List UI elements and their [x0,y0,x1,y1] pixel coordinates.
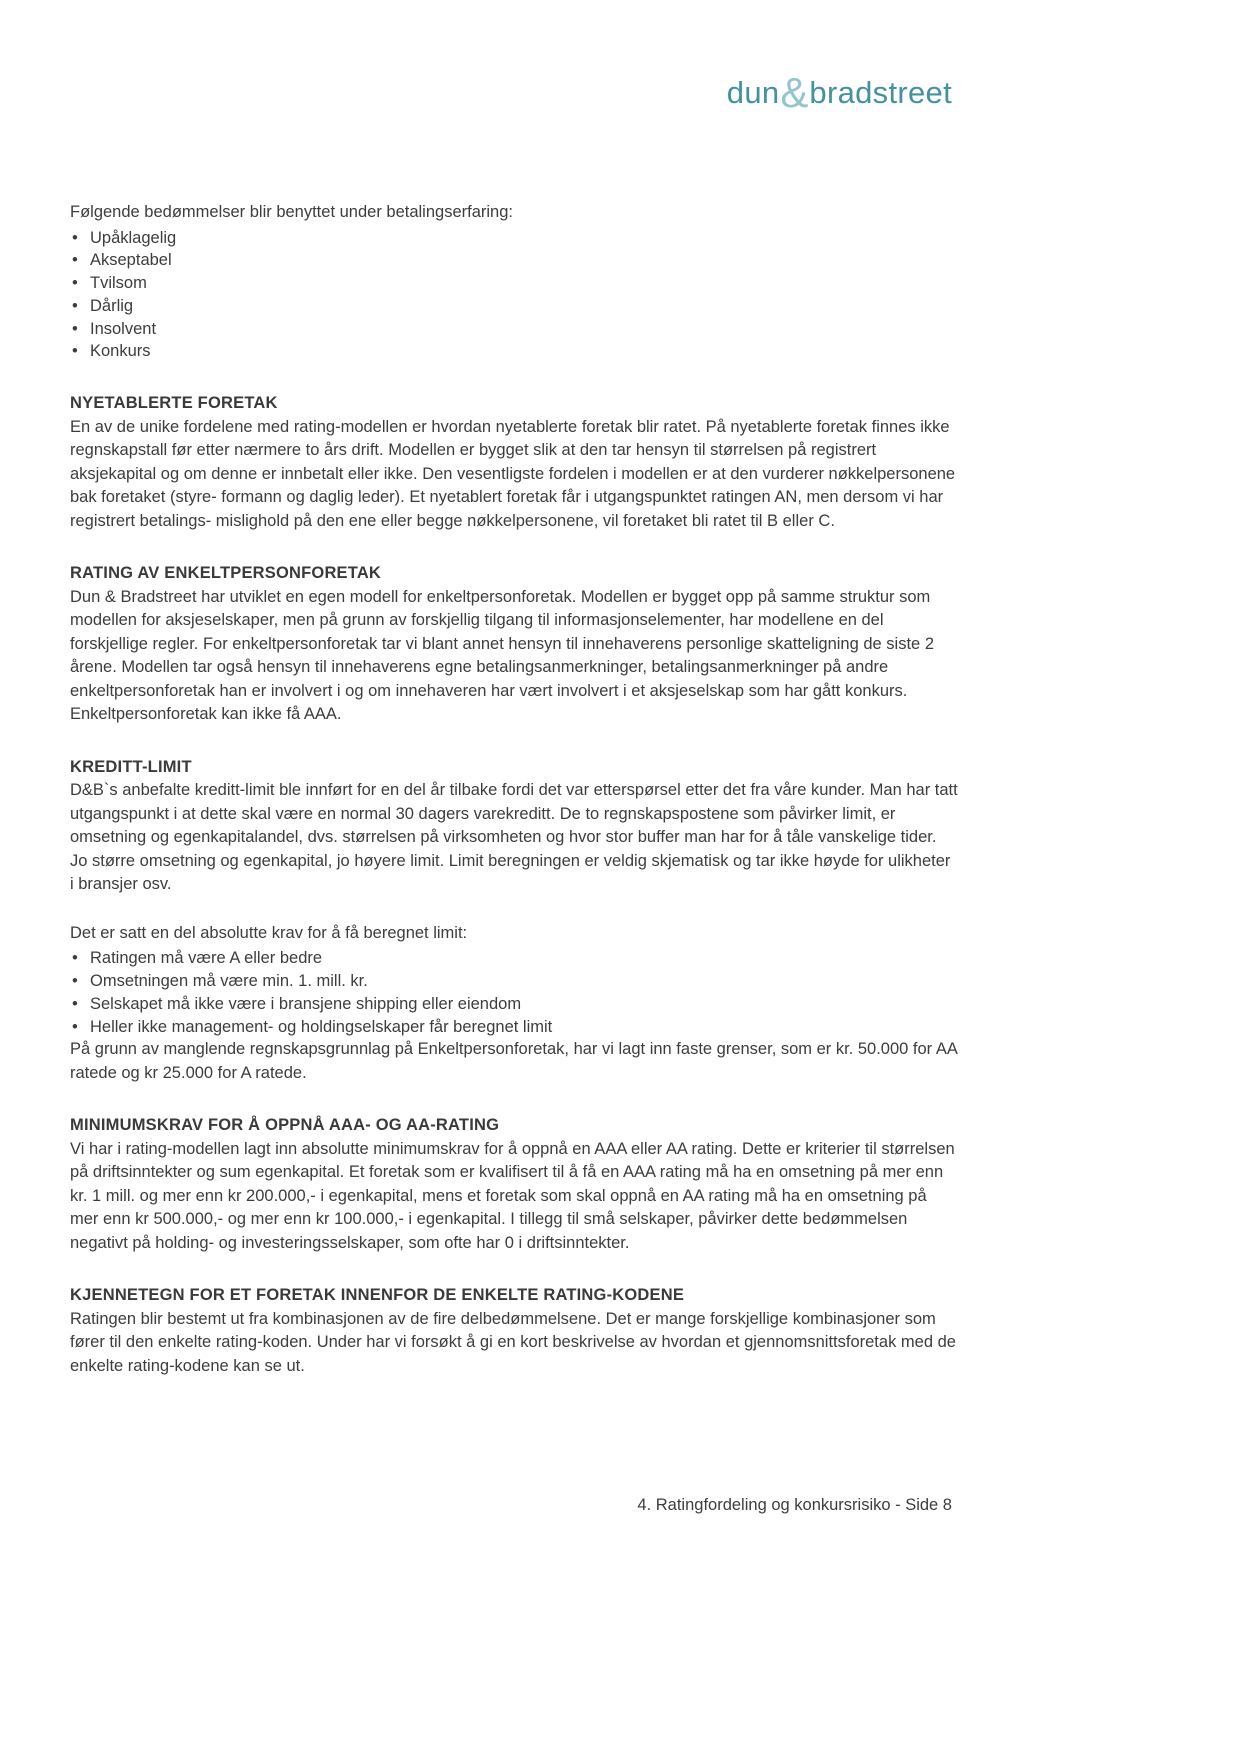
list-item: • Akseptabel [71,249,958,272]
section-paragraph: Vi har i rating-modellen lagt inn absolutte minimumskrav for å oppnå en AAA eller AA rating. Dette er kriterier til størrelsen på driftsinntekter og sum egenkapital. Et foretak som er kvalifisert til å få en AAA rating må ha en omsetning på mer enn kr. 1 mill. og mer enn kr 200.000,- i egenkapital, mens et foretak som skal oppnå en AA rating må ha en omsetning på mer enn kr 500.000,- og mer enn kr 100.000,- i egenkapital. I tillegg til små selskaper, påvirker dette bedømmelsen negativt på holding- og investeringsselskaper, som ofte har 0 i driftsinntekter. [70,1139,955,1252]
document-body [70,201,958,1378]
section-heading: MINIMUMSKRAV FOR Å OPPNÅ AAA- OG AA-RATING [70,1116,500,1135]
section-nyetablerte-foretak [70,392,958,533]
section-paragraph: En av de unike fordelene med rating-modellen er hvordan nyetablerte foretak blir ratet. På nyetablerte foretak finnes ikke regnskapstall før etter nærmere to års drift. Modellen er bygget slik at den tar hensyn til størrelsen på registrert aksjekapital og om denne er innbetalt eller ikke. Den vesentligste fordelen i modellen er at den vurderer nøkkelpersonene bak foretaket (styre- formann og daglig leder). Et nyetablert foretak får i utgangspunktet ratingen AN, men dersom vi har registrert betalings- mislighold på den ene eller begge nøkkelpersonene, vil foretaket bli ratet til B eller C. [70,417,956,530]
list-item: • Selskapet må ikke være i bransjene shipping eller eiendom [71,993,958,1016]
section-minimumskrav [70,1114,958,1255]
section-kreditt-limit [70,756,958,1086]
logo-word-bradstreet: bradstreet [809,75,952,110]
list-item: • Heller ikke management- og holdingselskaper får beregnet limit [71,1016,958,1039]
logo-ampersand-icon: & [780,69,809,116]
section-heading: RATING AV ENKELTPERSONFORETAK [70,564,382,583]
section-heading: KJENNETEGN FOR ET FORETAK INNENFOR DE ENKELTE RATING-KODENE [70,1286,685,1305]
list-item: • Insolvent [71,318,958,341]
section-kjennetegn [70,1284,958,1378]
section-paragraph: Dun & Bradstreet har utviklet en egen modell for enkeltpersonforetak. Modellen er bygget opp på samme struktur som modellen for aksjeselskaper, men på grunn av forskjellig tilgang til informasjonselementer, har modellene en del forskjellige regler. For enkeltpersonforetak tar vi blant annet hensyn til innehaverens personlige skatteligning de siste 2 årene. Modellen tar også hensyn til innehaverens egne betalingsanmerkninger, betalingsanmerkninger på andre enkeltpersonforetak han er involvert i og om innehaveren har vært involvert i et aksjeselskap som har gått konkurs. Enkeltpersonforetak kan ikke få AAA. [70,587,934,724]
list-intro: Det er satt en del absolutte krav for å få beregnet limit: [70,923,468,942]
list-item: • Konkurs [71,340,958,363]
section-heading: NYETABLERTE FORETAK [70,394,278,413]
list-item: • Ratingen må være A eller bedre [71,947,958,970]
intro-lead: Følgende bedømmelser blir benyttet under betalingserfaring: [70,203,513,221]
section-heading: KREDITT-LIMIT [70,757,192,776]
section-paragraph: På grunn av manglende regnskapsgrunnlag på Enkeltpersonforetak, har vi lagt inn faste grenser, som er kr. 50.000 for AA ratede og kr 25.000 for A ratede. [70,1040,957,1082]
limit-requirements-list [71,947,958,1038]
list-item: • Dårlig [71,295,958,318]
section-paragraph: Ratingen blir bestemt ut fra kombinasjonen av de fire delbedømmelsene. Det er mange forskjellige kombinasjoner som fører til den enkelte rating-koden. Under har vi forsøkt å gi en kort beskrivelse av hvordan et gjennomsnittsforetak med de enkelte rating-kodene kan se ut. [70,1309,956,1375]
limit-requirements-block [70,922,958,1039]
section-rating-enkeltpersonforetak [70,562,958,727]
logo-word-dun: dun [726,75,780,110]
payment-experience-list [71,227,958,364]
section-paragraph: D&B`s anbefalte kreditt-limit ble innført for en del år tilbake fordi det var etterspørsel etter det fra våre kunder. Man har tatt utgangspunkt i at dette skal være en normal 30 dagers varekreditt. De to regnskapspostene som påvirker limit, er omsetning og egenkapitalandel, dvs. størrelsen på virksomheten og hvor stor buffer man har for å tåle vanskelige tider. Jo større omsetning og egenkapital, jo høyere limit. Limit beregningen er veldig skjematisk og tar ikke høyde for ulikheter i bransjer osv. [70,781,958,894]
list-item: • Tvilsom [71,272,958,295]
list-item: • Omsetningen må være min. 1. mill. kr. [71,970,958,993]
page-footer: 4. Ratingfordeling og konkursrisiko - Side 8 [637,1496,952,1514]
list-item: • Upåklagelig [71,227,958,250]
dnb-logo [70,68,952,116]
